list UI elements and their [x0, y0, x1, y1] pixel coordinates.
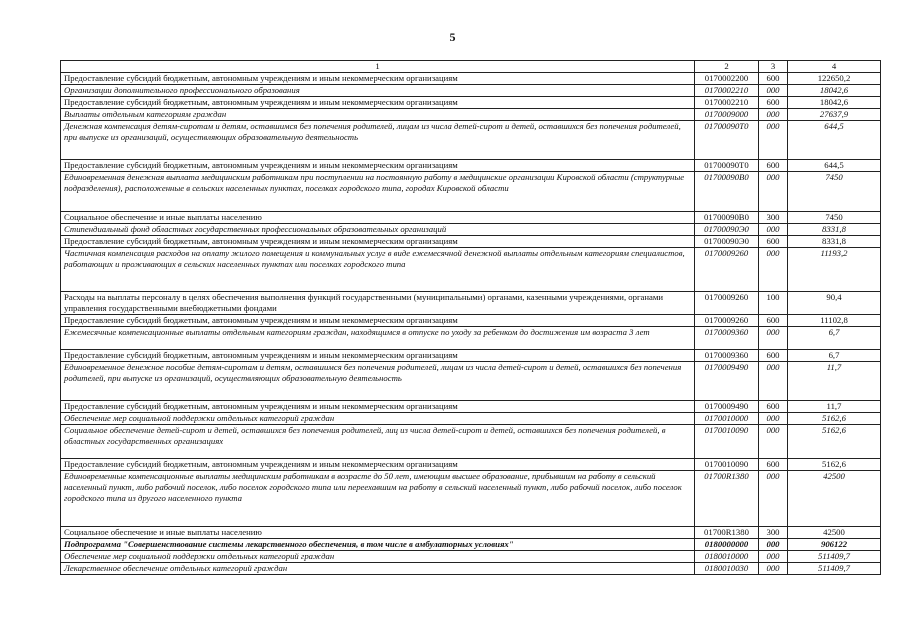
row-amount: 7450 — [788, 212, 881, 224]
table-row — [61, 212, 881, 224]
row-type: 000 — [759, 362, 788, 401]
row-name: Предоставление субсидий бюджетным, автономным учреждениям и иным некоммерческим организациям — [61, 401, 695, 413]
row-code: 0170010090 — [695, 425, 759, 459]
table-row — [61, 236, 881, 248]
table-row — [61, 292, 881, 315]
row-type: 000 — [759, 539, 788, 551]
row-code: 01700090Т0 — [695, 121, 759, 160]
row-type: 000 — [759, 224, 788, 236]
row-type: 300 — [759, 527, 788, 539]
table-row — [61, 85, 881, 97]
table-row — [61, 539, 881, 551]
row-type: 600 — [759, 315, 788, 327]
table-header-row — [61, 61, 881, 73]
table-row — [61, 109, 881, 121]
row-type: 000 — [759, 471, 788, 527]
row-amount: 511409,7 — [788, 551, 881, 563]
row-name: Единовременная денежная выплата медицинским работникам при поступлении на постоянную работу в медицинские организации Кировской области (структурные подразделения), расположенные в сельских населенных пунктах, поселках городского типа, городах Кировской области — [61, 172, 695, 212]
row-code: 0170009360 — [695, 350, 759, 362]
row-name: Единовременное денежное пособие детям-сиротам и детям, оставшимся без попечения родителей, лицам из числа детей-сирот и детей, оставшихся без попечения родителей, при выпуске из организаций, осуществляющих образовательную деятельность — [61, 362, 695, 401]
row-amount: 6,7 — [788, 350, 881, 362]
table-row — [61, 224, 881, 236]
row-name: Единовременные компенсационные выплаты медицинским работникам в возрасте до 50 лет, имеющим высшее образование, прибывшим на работу в сельский населенный пункт, либо рабочий поселок, либо поселок городского типа или переехавшим на работу в сельский населенный пункт, либо рабочий поселок, либо поселок городского типа из другого населенного пункта — [61, 471, 695, 527]
row-type: 000 — [759, 327, 788, 350]
row-code: 0180010000 — [695, 551, 759, 563]
row-amount: 8331,8 — [788, 236, 881, 248]
row-type: 000 — [759, 85, 788, 97]
row-code: 01700090В0 — [695, 172, 759, 212]
row-amount: 18042,6 — [788, 97, 881, 109]
row-type: 000 — [759, 172, 788, 212]
row-code: 0170002210 — [695, 97, 759, 109]
page-number: 5 — [449, 30, 456, 44]
row-code: 0170009490 — [695, 362, 759, 401]
row-amount: 511409,7 — [788, 563, 881, 575]
row-code: 0170009000 — [695, 109, 759, 121]
row-name: Социальное обеспечение и иные выплаты населению — [61, 527, 695, 539]
table-row — [61, 172, 881, 212]
row-code: 0170010000 — [695, 413, 759, 425]
table-row — [61, 527, 881, 539]
row-name: Предоставление субсидий бюджетным, автономным учреждениям и иным некоммерческим организациям — [61, 160, 695, 172]
row-amount: 90,4 — [788, 292, 881, 315]
row-code: 0180000000 — [695, 539, 759, 551]
row-type: 600 — [759, 97, 788, 109]
budget-table — [60, 60, 881, 575]
row-type: 000 — [759, 109, 788, 121]
row-type: 300 — [759, 212, 788, 224]
column-header-2: 2 — [695, 61, 759, 73]
table-row — [61, 563, 881, 575]
row-amount: 122650,2 — [788, 73, 881, 85]
row-amount: 6,7 — [788, 327, 881, 350]
row-code: 0180010030 — [695, 563, 759, 575]
table-row — [61, 425, 881, 459]
row-amount: 5162,6 — [788, 425, 881, 459]
row-name: Расходы на выплаты персоналу в целях обеспечения выполнения функций государственными (муниципальными) органами, казенными учреждениями, органами управления государственными внебюджетными фондами — [61, 292, 695, 315]
row-amount: 42500 — [788, 527, 881, 539]
table-row — [61, 551, 881, 563]
row-name: Частичная компенсация расходов на оплату жилого помещения и коммунальных услуг в виде ежемесячной денежной выплаты отдельным категориям специалистов, работающих и проживающих в сельских населенных пунктах или поселках городского типа — [61, 248, 695, 292]
table-row — [61, 315, 881, 327]
row-name: Обеспечение мер социальной поддержки отдельных категорий граждан — [61, 413, 695, 425]
row-amount: 11193,2 — [788, 248, 881, 292]
row-name: Предоставление субсидий бюджетным, автономным учреждениям и иным некоммерческим организациям — [61, 73, 695, 85]
table-row — [61, 459, 881, 471]
table-row — [61, 97, 881, 109]
row-amount: 27637,9 — [788, 109, 881, 121]
row-type: 000 — [759, 563, 788, 575]
row-name: Предоставление субсидий бюджетным, автономным учреждениям и иным некоммерческим организациям — [61, 97, 695, 109]
row-type: 600 — [759, 236, 788, 248]
table-row — [61, 350, 881, 362]
row-type: 000 — [759, 425, 788, 459]
row-type: 000 — [759, 413, 788, 425]
column-header-4: 4 — [788, 61, 881, 73]
row-name: Лекарственное обеспечение отдельных категорий граждан — [61, 563, 695, 575]
row-amount: 42500 — [788, 471, 881, 527]
row-amount: 18042,6 — [788, 85, 881, 97]
row-code: 01700090Э0 — [695, 236, 759, 248]
row-code: 01700090Э0 — [695, 224, 759, 236]
row-name: Денежная компенсация детям-сиротам и детям, оставшимся без попечения родителей, лицам из числа детей-сирот и детей, оставшихся без попечения родителей, при выпуске из организаций, осуществляющих образовательную деятельность — [61, 121, 695, 160]
row-name: Обеспечение мер социальной поддержки отдельных категорий граждан — [61, 551, 695, 563]
row-name: Выплаты отдельным категориям граждан — [61, 109, 695, 121]
table-row — [61, 413, 881, 425]
column-header-3: 3 — [759, 61, 788, 73]
row-name: Социальное обеспечение и иные выплаты населению — [61, 212, 695, 224]
row-name: Предоставление субсидий бюджетным, автономным учреждениям и иным некоммерческим организациям — [61, 350, 695, 362]
row-code: 0170002210 — [695, 85, 759, 97]
row-amount: 8331,8 — [788, 224, 881, 236]
row-amount: 5162,6 — [788, 413, 881, 425]
row-code: 0170009260 — [695, 248, 759, 292]
row-name: Подпрограмма "Совершенствование системы лекарственного обеспечения, в том числе в амбулаторных условиях" — [61, 539, 695, 551]
table-row — [61, 73, 881, 85]
row-amount: 7450 — [788, 172, 881, 212]
table-row — [61, 160, 881, 172]
table-row — [61, 327, 881, 350]
row-type: 600 — [759, 459, 788, 471]
row-amount: 11,7 — [788, 401, 881, 413]
row-code: 01700R1380 — [695, 527, 759, 539]
column-header-1: 1 — [61, 61, 695, 73]
row-type: 600 — [759, 160, 788, 172]
row-type: 600 — [759, 73, 788, 85]
table-row — [61, 362, 881, 401]
row-name: Ежемесячные компенсационные выплаты отдельным категориям граждан, находящимся в отпуске по уходу за ребенком до достижения им возраста 3 лет — [61, 327, 695, 350]
row-amount: 644,5 — [788, 160, 881, 172]
table-row — [61, 121, 881, 160]
row-code: 0170010090 — [695, 459, 759, 471]
table-row — [61, 401, 881, 413]
row-name: Предоставление субсидий бюджетным, автономным учреждениям и иным некоммерческим организациям — [61, 315, 695, 327]
row-code: 01700R1380 — [695, 471, 759, 527]
row-amount: 5162,6 — [788, 459, 881, 471]
row-code: 0170002200 — [695, 73, 759, 85]
row-type: 000 — [759, 121, 788, 160]
row-code: 0170009260 — [695, 315, 759, 327]
row-code: 01700090В0 — [695, 212, 759, 224]
row-amount: 906122 — [788, 539, 881, 551]
row-type: 000 — [759, 248, 788, 292]
row-name: Предоставление субсидий бюджетным, автономным учреждениям и иным некоммерческим организациям — [61, 236, 695, 248]
row-type: 600 — [759, 401, 788, 413]
row-name: Организации дополнительного профессионального образования — [61, 85, 695, 97]
row-code: 0170009490 — [695, 401, 759, 413]
row-name: Социальное обеспечение детей-сирот и детей, оставшихся без попечения родителей, лиц из числа детей-сирот и детей, оставшихся без попечения родителей, в областных государственных организациях — [61, 425, 695, 459]
row-code: 0170009360 — [695, 327, 759, 350]
row-name: Предоставление субсидий бюджетным, автономным учреждениям и иным некоммерческим организациям — [61, 459, 695, 471]
row-amount: 11102,8 — [788, 315, 881, 327]
row-name: Стипендиальный фонд областных государственных профессиональных образовательных организаций — [61, 224, 695, 236]
row-amount: 644,5 — [788, 121, 881, 160]
table-row — [61, 471, 881, 527]
row-type: 000 — [759, 551, 788, 563]
row-code: 01700090Т0 — [695, 160, 759, 172]
row-type: 100 — [759, 292, 788, 315]
table-row — [61, 248, 881, 292]
row-code: 0170009260 — [695, 292, 759, 315]
row-amount: 11,7 — [788, 362, 881, 401]
row-type: 600 — [759, 350, 788, 362]
